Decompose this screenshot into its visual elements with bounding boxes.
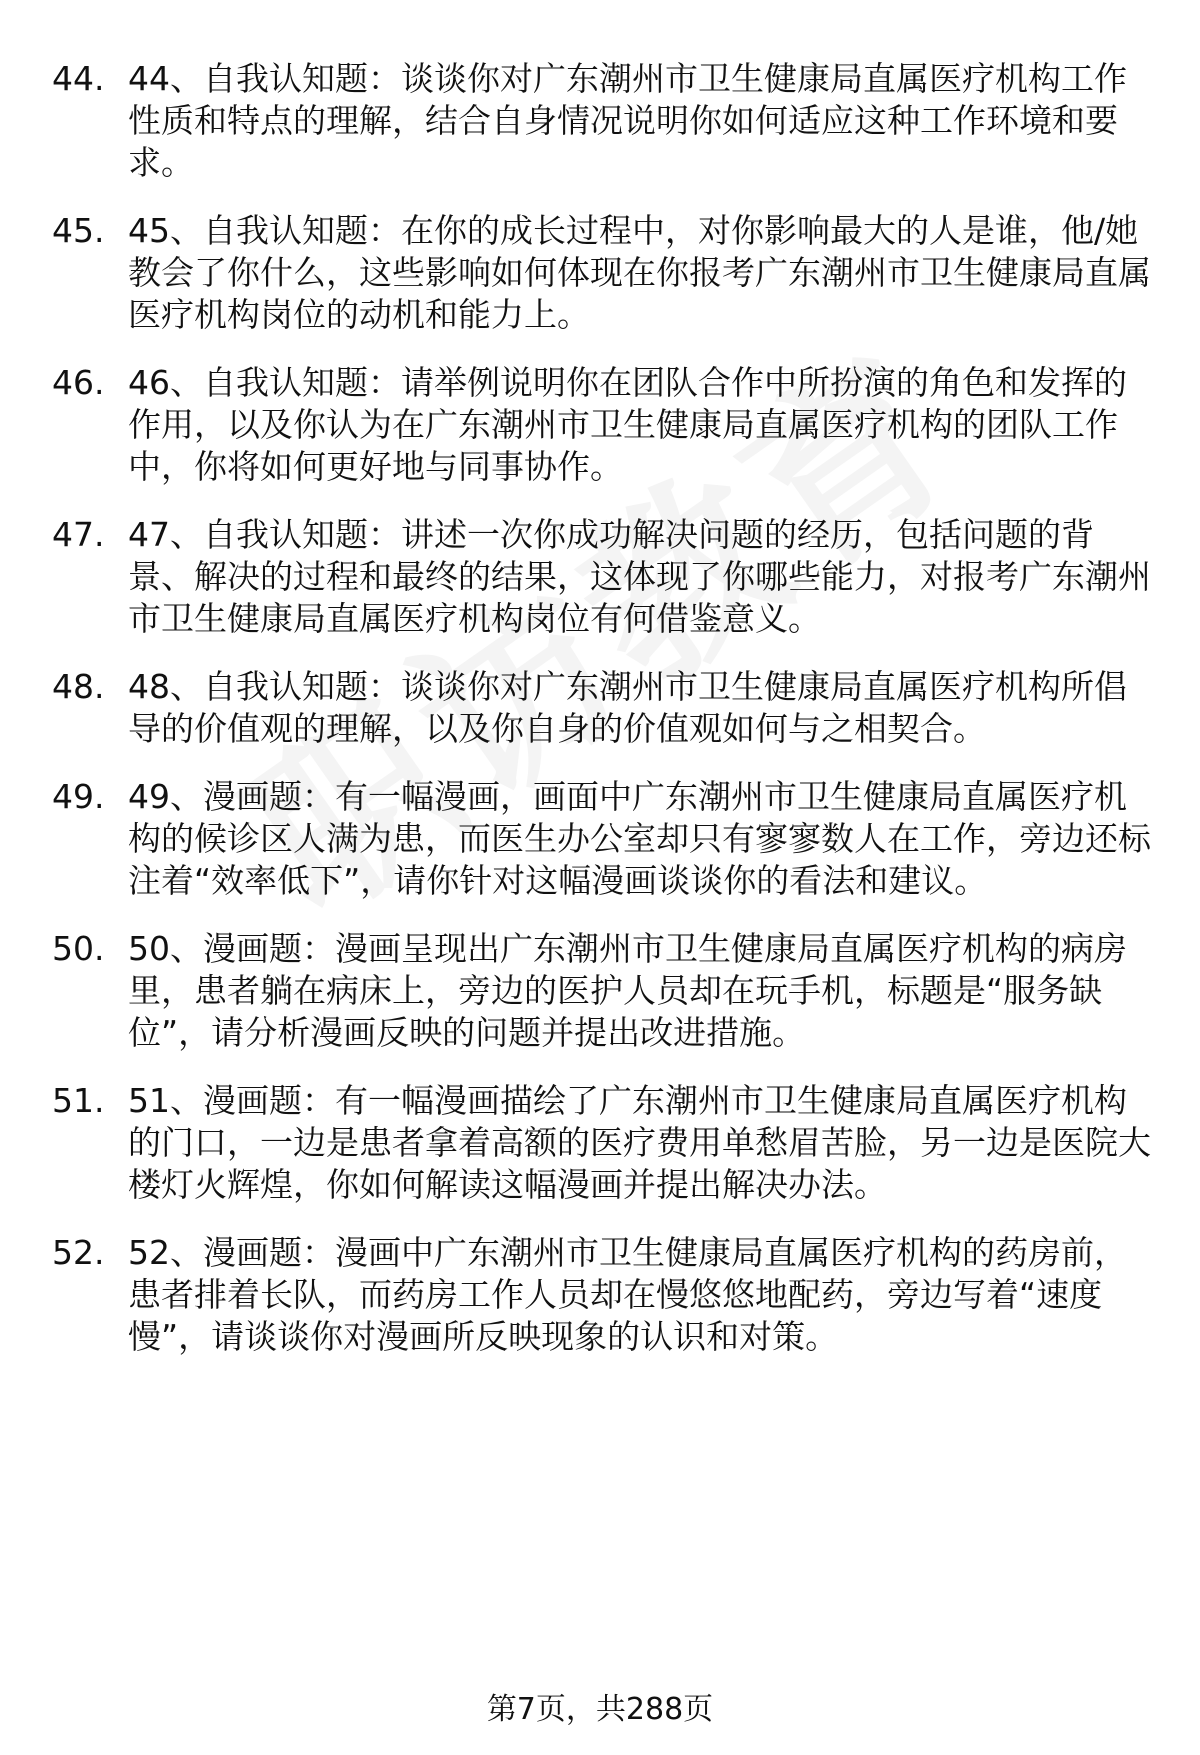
question-text: 51、漫画题：有一幅漫画描绘了广东潮州市卫生健康局直属医疗机构的门口，一边是患者拿着高额的医疗费用单愁眉苦脸，另一边是医院大楼灯火辉煌，你如何解读这幅漫画并提出解决办法。: [128, 1081, 1151, 1204]
question-number: 49.: [52, 777, 105, 816]
page-footer: 第7页，共288页: [486, 1692, 714, 1727]
list-item: [0, 1232, 1200, 1358]
question-number: 50.: [52, 929, 105, 968]
list-item: [0, 210, 1200, 336]
question-number: 44.: [52, 59, 105, 98]
question-text: 47、自我认知题：讲述一次你成功解决问题的经历，包括问题的背景、解决的过程和最终的结果，这体现了你哪些能力，对报考广东潮州市卫生健康局直属医疗机构岗位有何借鉴意义。: [128, 515, 1151, 638]
question-number: 45.: [52, 211, 105, 250]
question-number: 51.: [52, 1081, 105, 1120]
list-item: [0, 666, 1200, 750]
question-text: 46、自我认知题：请举例说明你在团队合作中所扮演的角色和发挥的作用，以及你认为在广东潮州市卫生健康局直属医疗机构的团队工作中，你将如何更好地与同事协作。: [128, 363, 1127, 486]
question-text: 52、漫画题：漫画中广东潮州市卫生健康局直属医疗机构的药房前，患者排着长队，而药房工作人员却在慢悠悠地配药，旁边写着“速度慢”，请谈谈你对漫画所反映现象的认识和对策。: [128, 1233, 1127, 1356]
list-item: [0, 362, 1200, 488]
question-number: 48.: [52, 667, 105, 706]
question-text: 49、漫画题：有一幅漫画，画面中广东潮州市卫生健康局直属医疗机构的候诊区人满为患，而医生办公室却只有寥寥数人在工作，旁边还标注着“效率低下”，请你针对这幅漫画谈谈你的看法和建议。: [128, 777, 1151, 900]
list-item: [0, 1080, 1200, 1206]
question-number: 46.: [52, 363, 105, 402]
list-item: [0, 514, 1200, 640]
list-item: [0, 776, 1200, 902]
list-item: [0, 928, 1200, 1054]
question-text: 48、自我认知题：谈谈你对广东潮州市卫生健康局直属医疗机构所倡导的价值观的理解，以及你自身的价值观如何与之相契合。: [128, 667, 1127, 748]
question-text: 44、自我认知题：谈谈你对广东潮州市卫生健康局直属医疗机构工作性质和特点的理解，结合自身情况说明你如何适应这种工作环境和要求。: [128, 59, 1127, 182]
question-number: 47.: [52, 515, 105, 554]
question-text: 45、自我认知题：在你的成长过程中，对你影响最大的人是谁，他/她教会了你什么，这些影响如何体现在你报考广东潮州市卫生健康局直属医疗机构岗位的动机和能力上。: [128, 211, 1151, 334]
list-item: [0, 58, 1200, 184]
question-list: [0, 58, 1200, 1384]
question-text: 50、漫画题：漫画呈现出广东潮州市卫生健康局直属医疗机构的病房里，患者躺在病床上，旁边的医护人员却在玩手机，标题是“服务缺位”，请分析漫画反映的问题并提出改进措施。: [128, 929, 1127, 1052]
question-number: 52.: [52, 1233, 105, 1272]
